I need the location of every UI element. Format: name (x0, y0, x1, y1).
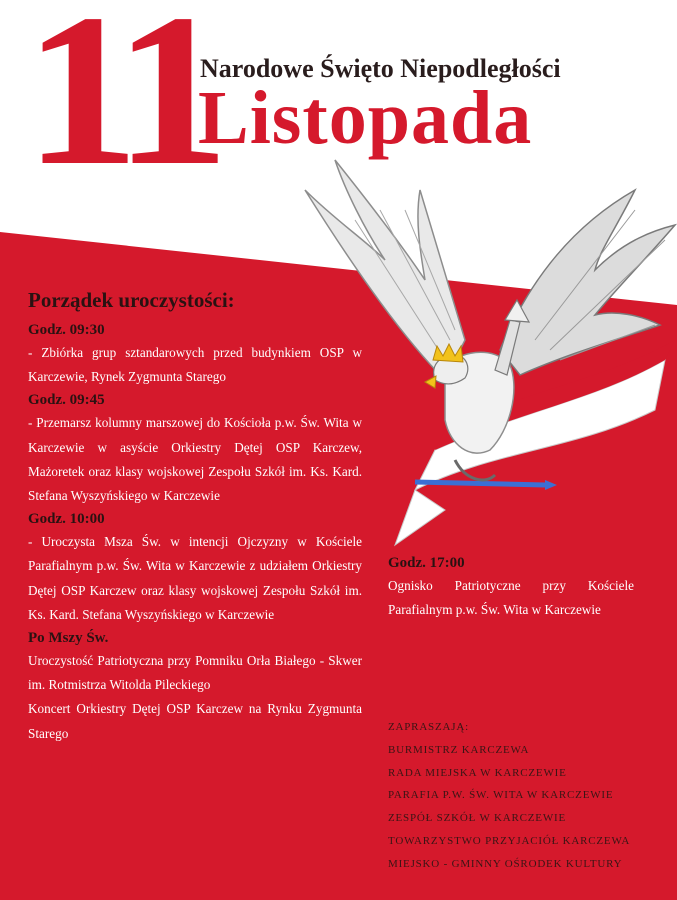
event-description: Ognisko Patriotyczne przy Kościele Parafialnym p.w. Św. Wita w Karczewie (388, 578, 634, 617)
event-description: - Przemarsz kolumny marszowej do Kościoła p.w. Św. Wita w Karczewie w asyście Orkiestry Dętej OSP Karczew, Mażoretek oraz klasy wojskowej Zespołu Szkół im. Ks. Kard. Stefana Wyszyńskiego w Karczewie (28, 415, 362, 504)
time-label: Godz. 10:00 (28, 511, 105, 528)
time-label: Godz. 17:00 (388, 555, 465, 571)
time-label: Po Mszy Św. (28, 630, 109, 647)
time-label: Godz. 09:30 (28, 322, 105, 338)
organizer-line: MIEJSKO - GMINNY OŚRODEK KULTURY (388, 857, 623, 870)
organizer-line: RADA MIEJSKA W KARCZEWIE (388, 766, 567, 779)
organizer-line: PARAFIA P.W. ŚW. WITA W KARCZEWIE (388, 789, 614, 802)
day-number: 11 (24, 0, 217, 211)
month-title: Listopada (198, 76, 533, 160)
event-description: Uroczystość Patriotyczna przy Pomniku Orła Białego - Skwer im. Rotmistrza Witolda Pileckiego (28, 653, 362, 693)
organizer-line: TOWARZYSTWO PRZYJACIÓŁ KARCZEWA (388, 834, 631, 847)
evening-event (388, 552, 634, 622)
program-title: Porządek uroczystości: (28, 288, 235, 312)
event-description: Koncert Orkiestry Dętej OSP Karczew na Rynku Zygmunta Starego (28, 701, 362, 741)
holiday-subtitle: Narodowe Święto Niepodległości (200, 54, 561, 83)
organizer-line: BURMISTRZ KARCZEWA (388, 743, 530, 756)
event-description: - Uroczysta Msza Św. w intencji Ojczyzny w Kościele Parafialnym p.w. Św. Wita w Karczewie z udziałem Orkiestry Dętej OSP Karczew oraz klasy wojskowej Zespołu Szkół im. Ks. Kard. Stefana Wyszyńskiego w Karczewie (28, 534, 362, 622)
organizer-line: ZAPRASZAJĄ: (388, 721, 469, 733)
event-description: - Zbiórka grup sztandarowych przed budynkiem OSP w Karczewie, Rynek Zygmunta Starego (28, 345, 362, 385)
time-label: Godz. 09:45 (28, 392, 105, 409)
organizer-line: ZESPÓŁ SZKÓŁ W KARCZEWIE (388, 812, 566, 825)
program-section (28, 288, 362, 746)
organizers-list (388, 716, 668, 876)
